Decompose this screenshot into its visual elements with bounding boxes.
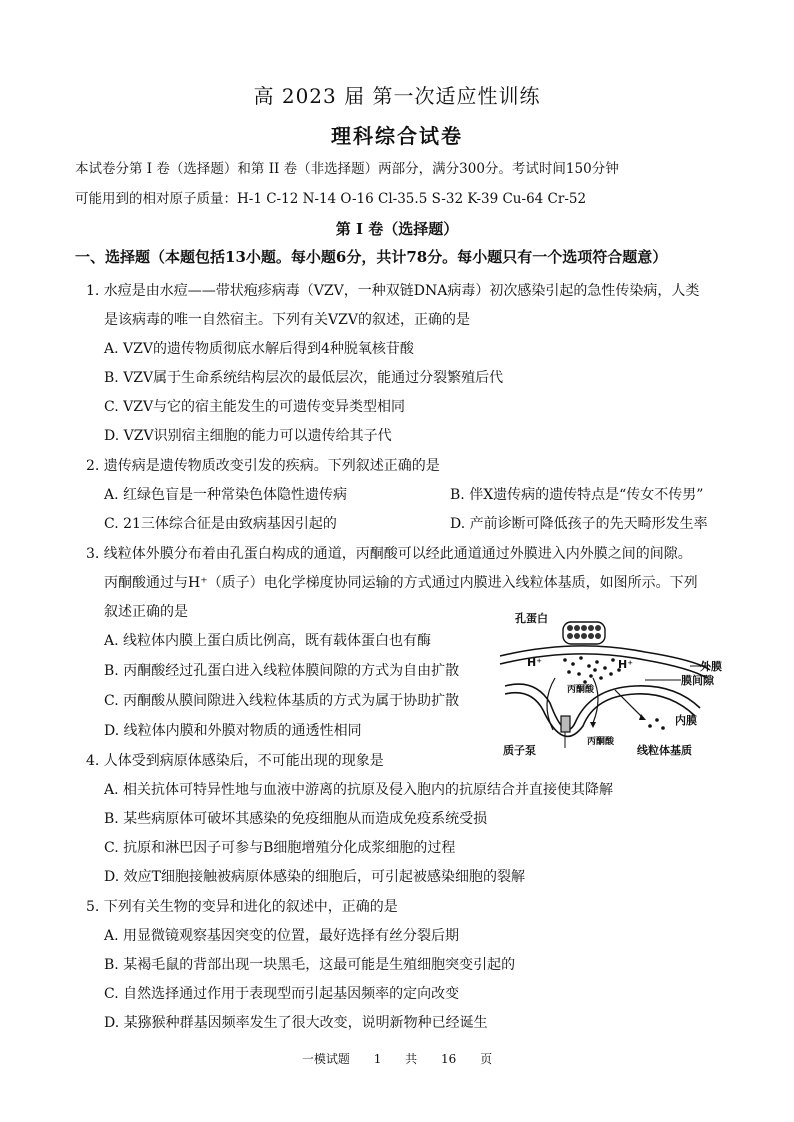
mitochondria-diagram: [495, 608, 745, 758]
q3-option-c: C. 丙酮酸从膜间隙进入线粒体基质的方式为属于协助扩散: [104, 693, 460, 709]
label-pyruvate2: 丙酮酸: [587, 737, 615, 747]
label-matrix: 线粒体基质: [637, 744, 692, 757]
q1-option-d: D. VZV识别宿主细胞的能力可以遗传给其子代: [104, 428, 392, 444]
q5-option-b: B. 某褐毛鼠的背部出现一块黑毛，这最可能是生殖细胞突变引起的: [104, 957, 516, 973]
q1-option-a: A. VZV的遗传物质彻底水解后得到4种脱氧核苷酸: [104, 341, 414, 357]
q2-option-b: B. 伴X遗传病的遗传特点是“传女不传男”: [450, 487, 704, 503]
inner-membrane-line1: [505, 684, 700, 730]
label-space: 膜间隙: [681, 674, 714, 687]
atomic-masses: 可能用到的相对原子质量：H-1 C-12 N-14 O-16 Cl-35.5 S-32 K-39 Cu-64 Cr-52: [75, 191, 587, 207]
proton-pump-icon: [561, 716, 570, 732]
q4-option-a: A. 相关抗体可特异性地与血液中游离的抗原及侵入胞内的抗原结合并直接使其降解: [104, 782, 614, 798]
label-inner: 内膜: [675, 714, 697, 727]
q4-option-c: C. 抗原和淋巴因子可参与B细胞增殖分化成浆细胞的过程: [104, 840, 456, 856]
q2-option-a: A. 红绿色盲是一种常染色体隐性遗传病: [104, 487, 348, 503]
q3-option-b: B. 丙酮酸经过孔蛋白进入线粒体膜间隙的方式为自由扩散: [104, 663, 460, 679]
q5-option-c: C. 自然选择通过作用于表现型而引起基因频率的定向改变: [104, 986, 460, 1002]
exam-intro: 本试卷分第 I 卷（选择题）和第 II 卷（非选择题）两部分，满分300分。考试时间150分钟: [75, 161, 619, 177]
q3-option-a: A. 线粒体内膜上蛋白质比例高，既有载体蛋白也有酶: [104, 633, 432, 649]
q4-stem: 4. 人体受到病原体感染后，不可能出现的现象是: [86, 753, 384, 769]
section-title: 第 I 卷（选择题）: [335, 220, 459, 238]
label-porin: 孔蛋白: [515, 612, 548, 625]
q2-option-d: D. 产前诊断可降低孩子的先天畸形发生率: [450, 516, 708, 532]
q4-option-d: D. 效应T细胞接触被病原体感染的细胞后，可引起被感染细胞的裂解: [104, 869, 525, 885]
q1-stem-line2: 是该病毒的唯一自然宿主。下列有关VZV的叙述，正确的是: [104, 312, 470, 328]
q4-option-b: B. 某些病原体可破坏其感染的免疫细胞从而造成免疫系统受损: [104, 811, 488, 827]
exam-subtitle: 理科综合试卷: [331, 124, 463, 148]
inner-membrane-line2: [505, 693, 695, 737]
pyruvate-arrow-head: [590, 722, 596, 728]
q2-option-c: C. 21三体综合征是由致病基因引起的: [104, 516, 337, 532]
q3-stem-line3: 叙述正确的是: [104, 604, 188, 620]
q1-option-b: B. VZV属于生命系统结构层次的最低层次，能通过分裂繁殖后代: [104, 370, 504, 386]
q3-stem-line1: 3. 线粒体外膜分布着由孔蛋白构成的通道，丙酮酸可以经此通道通过外膜进入内外膜之间的间隙。: [86, 546, 692, 562]
q3-option-d: D. 线粒体内膜和外膜对物质的通透性相同: [104, 723, 362, 739]
label-outer: 外膜: [700, 660, 722, 673]
page-footer: 一模试题 1 共 16 页: [301, 1052, 493, 1066]
label-pump: 质子泵: [503, 744, 536, 757]
q5-stem: 5. 下列有关生物的变异和进化的叙述中，正确的是: [86, 899, 398, 915]
q1-stem-line1: 1. 水痘是由水痘——带状疱疹病毒（VZV，一种双链DNA病毒）初次感染引起的急性传染病，人类: [86, 283, 700, 299]
porin-icon: [563, 622, 605, 644]
exam-title: 高 2023 届 第一次适应性训练: [253, 84, 541, 108]
q5-option-a: A. 用显微镜观察基因突变的位置，最好选择有丝分裂后期: [104, 928, 460, 944]
label-h2: H⁺: [618, 658, 634, 671]
q3-stem-line2: 丙酮酸通过与H⁺（质子）电化学梯度协同运输的方式通过内膜进入线粒体基质，如图所示。下列: [104, 575, 698, 591]
label-h1: H⁺: [527, 656, 543, 669]
q5-option-d: D. 某猕猴种群基因频率发生了很大改变，说明新物种已经诞生: [104, 1015, 488, 1031]
section-heading: 一、选择题（本题包括13小题。每小题6分，共计78分。每小题只有一个选项符合题意）: [75, 248, 668, 266]
label-pyruvate1: 丙酮酸: [567, 685, 595, 695]
q1-option-c: C. VZV与它的宿主能发生的可遗传变异类型相同: [104, 399, 406, 415]
q2-stem: 2. 遗传病是遗传物质改变引发的疾病。下列叙述正确的是: [86, 458, 440, 474]
